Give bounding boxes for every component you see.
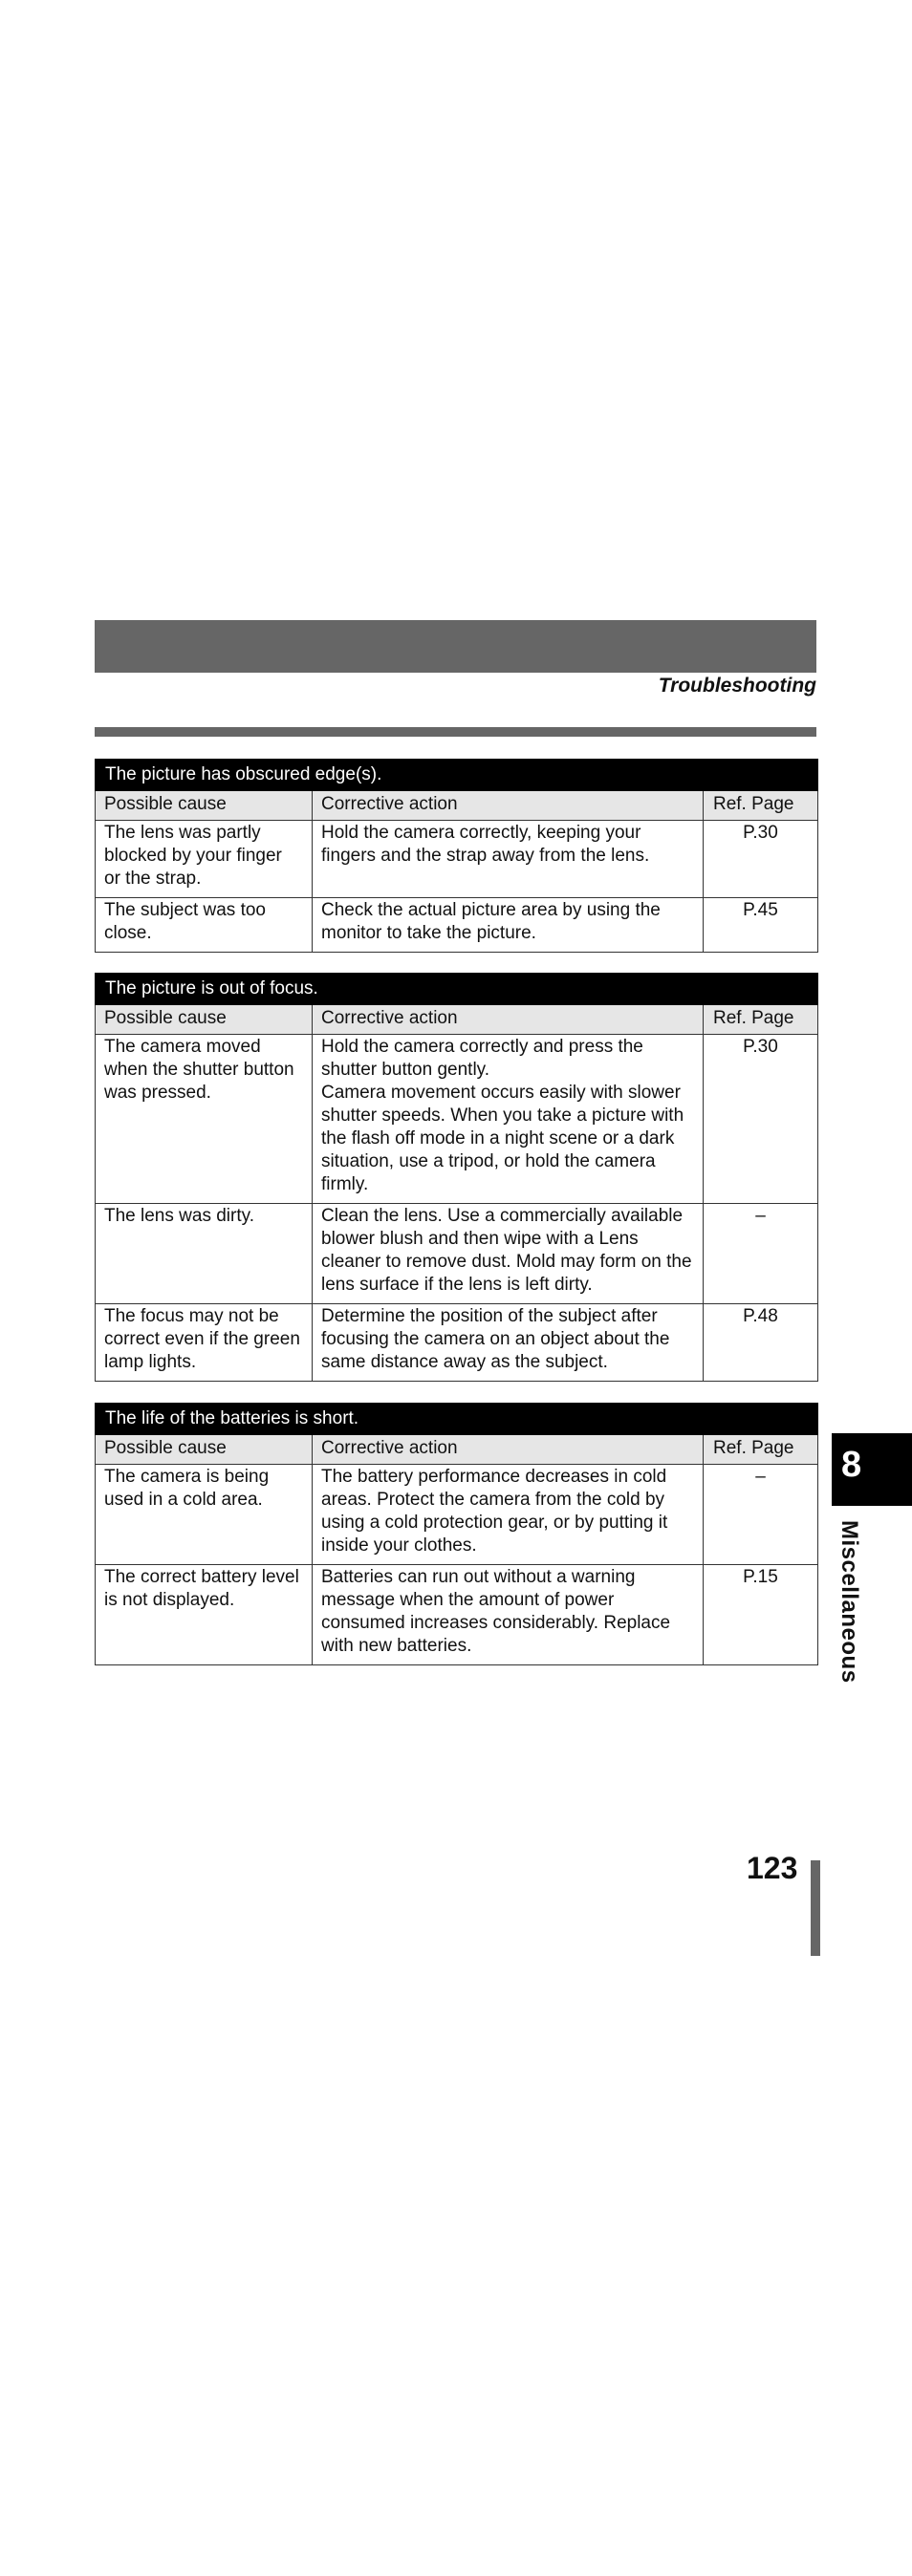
table-row [96, 898, 818, 953]
cause-cell: The focus may not be correct even if the green lamp lights. [96, 1304, 313, 1382]
table-row [96, 1204, 818, 1304]
ref-cell: – [704, 1465, 818, 1565]
action-cell: Check the actual picture area by using the monitor to take the picture. [313, 898, 704, 953]
table-row [96, 1565, 818, 1665]
page-marker-bar [811, 1860, 820, 1956]
action-cell: Hold the camera correctly, keeping your fingers and the strap away from the lens. [313, 821, 704, 898]
cause-cell: The correct battery level is not displayed. [96, 1565, 313, 1665]
ref-cell: P.48 [704, 1304, 818, 1382]
column-header-action: Corrective action [313, 791, 704, 821]
table-row [96, 1035, 818, 1204]
obscured-edges-table [95, 759, 818, 953]
out-of-focus-table [95, 973, 818, 1382]
action-cell: Hold the camera correctly and press the shutter button gently. Camera movement occurs easily with slower shutter speeds. When you take a picture with the flash off mode in a night scene or a dark situation, use a tripod, or hold the camera firmly. [313, 1035, 704, 1204]
chapter-label: Miscellaneous [836, 1520, 862, 1684]
action-cell: The battery performance decreases in cold areas. Protect the camera from the cold by using a cold protection gear, or by putting it inside your clothes. [313, 1465, 704, 1565]
action-cell: Batteries can run out without a warning message when the amount of power consumed increases considerably. Replace with new batteries. [313, 1565, 704, 1665]
action-cell: Clean the lens. Use a commercially available blower blush and then wipe with a Lens cleaner to remove dust. Mold may form on the lens surface if the lens is left dirty. [313, 1204, 704, 1304]
cause-cell: The lens was partly blocked by your finger or the strap. [96, 821, 313, 898]
page-number: 123 [747, 1851, 798, 1885]
ref-cell: – [704, 1204, 818, 1304]
ref-cell: P.45 [703, 898, 817, 953]
chapter-number: 8 [841, 1445, 862, 1485]
ref-cell: P.15 [704, 1565, 818, 1665]
table-row [96, 1465, 818, 1565]
cause-cell: The subject was too close. [96, 898, 313, 953]
cause-cell: The lens was dirty. [96, 1204, 313, 1304]
cause-cell: The camera is being used in a cold area. [96, 1465, 313, 1565]
header-rule [95, 727, 816, 737]
column-header-ref: Ref. Page [704, 1435, 818, 1465]
section-title: Troubleshooting [658, 675, 816, 697]
column-header-action: Corrective action [313, 1435, 704, 1465]
column-header-ref: Ref. Page [704, 1005, 818, 1035]
column-header-ref: Ref. Page [703, 791, 817, 821]
battery-life-table [95, 1403, 818, 1665]
ref-cell: P.30 [703, 821, 817, 898]
action-cell: Determine the position of the subject after focusing the camera on an object about the same distance away as the subject. [313, 1304, 704, 1382]
table-title: The picture is out of focus. [96, 974, 818, 1005]
column-header-action: Corrective action [313, 1005, 704, 1035]
column-header-cause: Possible cause [96, 791, 313, 821]
table-title: The life of the batteries is short. [96, 1404, 818, 1435]
ref-cell: P.30 [704, 1035, 818, 1204]
header-bar [95, 620, 816, 673]
table-row [96, 1304, 818, 1382]
table-title: The picture has obscured edge(s). [96, 760, 818, 791]
column-header-cause: Possible cause [96, 1005, 313, 1035]
table-row [96, 821, 818, 898]
column-header-cause: Possible cause [96, 1435, 313, 1465]
cause-cell: The camera moved when the shutter button was pressed. [96, 1035, 313, 1204]
